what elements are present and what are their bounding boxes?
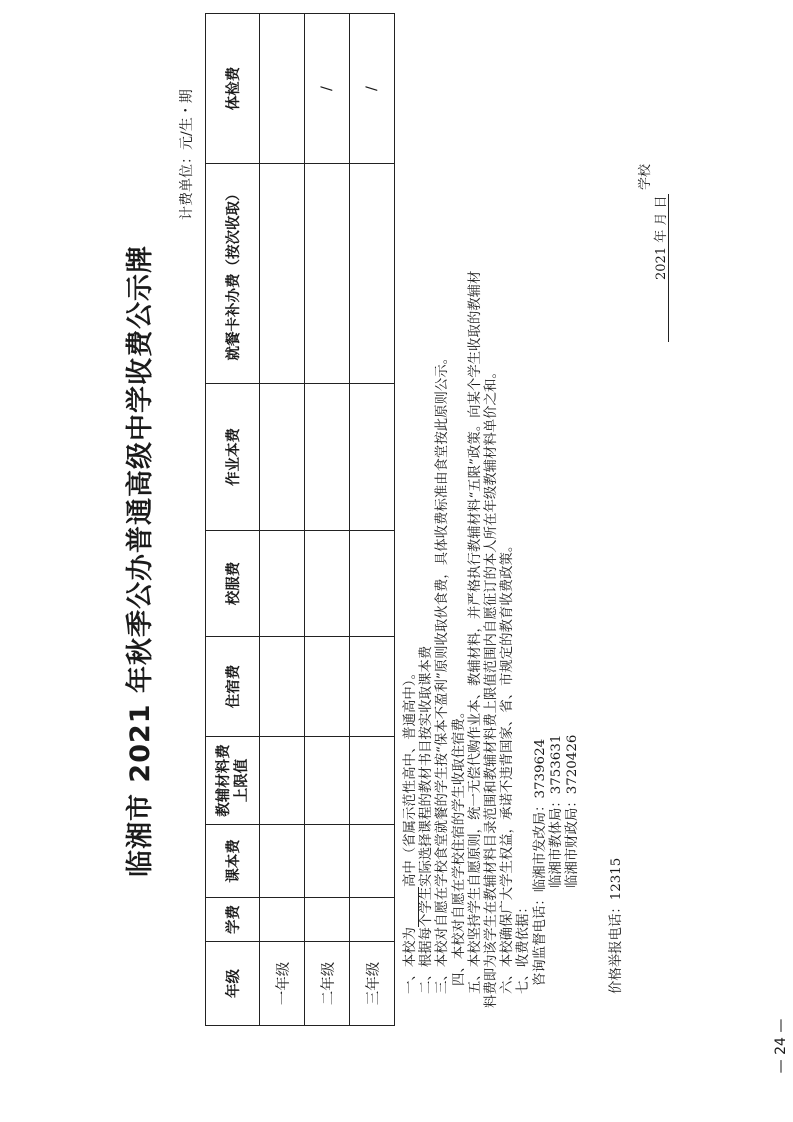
table-cell: / bbox=[350, 14, 395, 164]
signature-school: 学校 bbox=[638, 163, 653, 190]
table-cell: / bbox=[305, 14, 350, 164]
consult-phone-2 bbox=[549, 271, 565, 994]
note-4: 四、本校对自愿在学校住宿的学生收取住宿费。 bbox=[451, 704, 467, 986]
signature-date: 2021 年 月 日 bbox=[654, 195, 669, 280]
header-grade: 年级 bbox=[206, 942, 260, 1026]
consult-phone-1 bbox=[533, 271, 549, 994]
grade-cell: 二年级 bbox=[305, 942, 350, 1026]
note-2: 二、根据每个学生实际选择课程的教材书目按实收取课本费 bbox=[419, 645, 435, 994]
note-3: 三、本校对自愿在学校食堂就餐的学生按“保本不盈利”原则收取伙食费，具体收费标准由食堂按此原则公示。 bbox=[435, 350, 451, 994]
table-cell bbox=[260, 737, 305, 825]
header-medical: 体检费 bbox=[206, 14, 260, 164]
table-cell bbox=[260, 898, 305, 942]
table-cell bbox=[260, 384, 305, 531]
consult-label: 咨询监督电话： bbox=[532, 892, 548, 986]
consult-number: 临湘市发改局：3739624 bbox=[532, 738, 548, 893]
table-cell bbox=[305, 637, 350, 737]
table-row bbox=[260, 14, 305, 1026]
note-1-prefix: 一、本校为 bbox=[403, 927, 418, 994]
table-cell bbox=[350, 825, 395, 898]
page-number: — 24 — bbox=[773, 1018, 789, 1074]
table-cell bbox=[350, 531, 395, 637]
fee-table bbox=[205, 13, 395, 1026]
note-1 bbox=[403, 271, 419, 994]
report-phone: 价格举报电话：12315 bbox=[609, 857, 625, 994]
grade-cell: 三年级 bbox=[350, 942, 395, 1026]
header-materials: 教辅材料费上限值 bbox=[206, 737, 260, 825]
table-cell bbox=[350, 384, 395, 531]
signature-line bbox=[668, 194, 669, 342]
table-cell bbox=[305, 531, 350, 637]
table-cell bbox=[350, 637, 395, 737]
table-cell bbox=[350, 898, 395, 942]
consult-number: 临湘市财政局：3720426 bbox=[565, 734, 581, 888]
fee-unit: 计费单位：元/生・期 bbox=[179, 89, 195, 220]
header-uniform: 校服费 bbox=[206, 531, 260, 637]
note-5b: 料费即为该学生在教辅材料目录范围和教辅材料费上限值范围内自愿征订的本人所在年级教辅材料单价之和。 bbox=[484, 365, 500, 1008]
table-cell bbox=[305, 825, 350, 898]
header-lodging: 住宿费 bbox=[206, 637, 260, 737]
note-1-suffix: 高中（省属示范性高中、普通高中）。 bbox=[403, 666, 418, 888]
school-type-blank bbox=[405, 887, 419, 927]
table-cell bbox=[260, 14, 305, 164]
header-exercise-book: 作业本费 bbox=[206, 384, 260, 531]
consult-number: 临湘市教体局：3753631 bbox=[548, 734, 564, 888]
table-cell bbox=[260, 637, 305, 737]
header-textbook: 课本费 bbox=[206, 825, 260, 898]
note-6: 六、本校确保广大学生权益，承诺不违背国家、省、市规定的教育收费政策。 bbox=[500, 538, 516, 994]
table-cell bbox=[305, 898, 350, 942]
table-cell bbox=[305, 164, 350, 384]
table-row bbox=[350, 14, 395, 1026]
notes-section bbox=[403, 270, 625, 1008]
note-7: 七、收费依据： bbox=[516, 900, 532, 994]
table-header-row bbox=[206, 14, 260, 1026]
table-cell bbox=[350, 737, 395, 825]
header-tuition: 学费 bbox=[206, 898, 260, 942]
note-5a: 五、本校坚持学生自愿原则，统一无偿代购作业本、教辅材料，并严格执行教辅材料“五限”政策。向某个学生收取的教辅材 bbox=[467, 270, 483, 994]
table-row bbox=[305, 14, 350, 1026]
table-cell bbox=[350, 164, 395, 384]
table-cell bbox=[260, 164, 305, 384]
grade-cell: 一年级 bbox=[260, 942, 305, 1026]
table-cell bbox=[260, 531, 305, 637]
table-cell bbox=[305, 737, 350, 825]
table-cell bbox=[305, 384, 350, 531]
consult-phone-3 bbox=[565, 271, 581, 994]
page-title: 临湘市 2021 年秋季公办普通高级中学收费公示牌 bbox=[125, 245, 156, 877]
table-cell bbox=[260, 825, 305, 898]
header-meal-card: 就餐卡补办费（按次收取） bbox=[206, 164, 260, 384]
